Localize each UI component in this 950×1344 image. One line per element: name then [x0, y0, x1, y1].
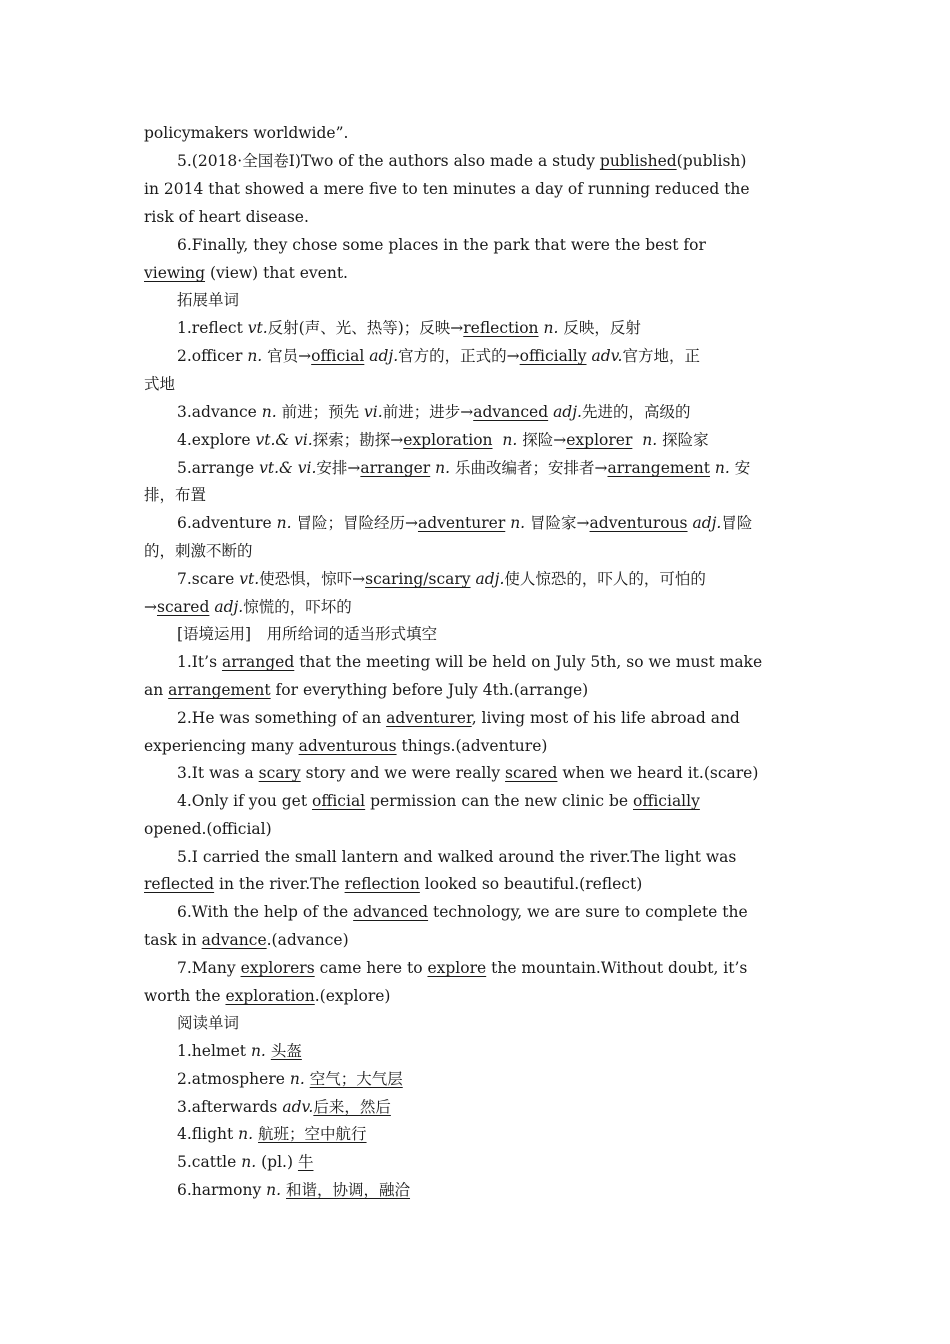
sentence-text: Many [191, 959, 241, 977]
meaning: 安排→ [316, 459, 361, 477]
example-text: Finally, they chose some places in the park that were the best for [191, 236, 706, 254]
item-number: 5. [177, 1153, 192, 1171]
reading-item-1 [177, 1037, 857, 1065]
context-q3-line-1 [177, 759, 857, 787]
reading-item-6 [177, 1176, 857, 1204]
part-of-speech: vt.& vi. [259, 459, 317, 477]
headword: explore [191, 431, 251, 449]
item-number: 2. [177, 1070, 192, 1088]
meaning: 官方的，正式的→ [398, 347, 520, 365]
derived-word: explorer [566, 431, 633, 449]
derived-word: adventurer [417, 514, 506, 532]
example-number: 5. [177, 152, 192, 170]
derived-word: arrangement [607, 459, 710, 477]
meaning: 使人惊恐的，吓人的，可怕的 [504, 570, 706, 588]
answer-blank: advanced [353, 903, 429, 921]
context-q6-line-1 [177, 898, 857, 926]
answer-blank: explore [427, 959, 487, 977]
answer-blank: advance [201, 931, 267, 949]
item-number: 6. [177, 1181, 192, 1199]
answer-blank: viewing [144, 264, 206, 282]
meaning: 安 [734, 459, 751, 477]
part-of-speech: n. [714, 459, 730, 477]
meaning: 反射(声、光、热等)；反映→ [267, 319, 464, 337]
expand-item-6 [177, 509, 857, 537]
sentence-text: opened.(official) [144, 820, 272, 838]
part-of-speech: adj. [692, 514, 722, 532]
plural-note: (pl.) [261, 1153, 294, 1171]
part-of-speech: n. [250, 1042, 266, 1060]
headword: helmet [191, 1042, 247, 1060]
part-of-speech: vi. [364, 403, 383, 421]
headword: afterwards [191, 1098, 278, 1116]
sentence-text: He was something of an [191, 709, 387, 727]
meaning: 探险→ [522, 431, 567, 449]
sentence-text: .(advance) [266, 931, 349, 949]
expand-heading [177, 286, 857, 314]
sentence-text: task in [144, 931, 202, 949]
derived-word: exploration [403, 431, 493, 449]
item-number: 4. [177, 792, 192, 810]
example-hint: (publish) [676, 152, 747, 170]
meaning-answer: 空气；大气层 [309, 1070, 403, 1088]
expand-item-7-cont [144, 593, 824, 621]
part-of-speech: n. [241, 1153, 257, 1171]
answer-blank: exploration [225, 987, 315, 1005]
sentence-text: experiencing many [144, 737, 299, 755]
meaning: 反映，反射 [563, 319, 641, 337]
derived-word: official [311, 347, 365, 365]
meaning: 先进的，高级的 [581, 403, 691, 421]
sentence-text: things.(adventure) [396, 737, 548, 755]
example-text: in 2014 that showed a mere five to ten minutes a day of running reduced the [144, 180, 750, 198]
derived-word: reflection [463, 319, 539, 337]
headword: advance [191, 403, 257, 421]
meaning: 惊慌的，吓坏的 [243, 598, 352, 616]
part-of-speech: adj. [475, 570, 505, 588]
item-number: 1. [177, 319, 192, 337]
part-of-speech: n. [247, 347, 263, 365]
item-number: 5. [177, 848, 192, 866]
derived-word: officially [519, 347, 587, 365]
derived-word: scared [157, 598, 210, 616]
context-q1-line-2 [144, 676, 824, 704]
expand-item-3 [177, 398, 857, 426]
example-5-line-3 [144, 203, 824, 231]
meaning: 冒险家→ [530, 514, 590, 532]
context-q7-line-2 [144, 982, 824, 1010]
item-number: 5. [177, 459, 192, 477]
meaning: 乐曲改编者；安排者→ [455, 459, 608, 477]
sentence-text: I carried the small lantern and walked around the river.The light was [191, 848, 737, 866]
sentence-text: in the river.The [214, 875, 345, 893]
sentence-text: Only if you get [191, 792, 312, 810]
meaning: 冒险；冒险经历→ [296, 514, 418, 532]
meaning: 前进；预先 [281, 403, 360, 421]
example-text: risk of heart disease. [144, 208, 309, 226]
answer-blank: arrangement [168, 681, 271, 699]
answer-blank: scary [258, 764, 301, 782]
sentence-text: for everything before July 4th.(arrange) [270, 681, 589, 699]
answer-blank: reflected [144, 875, 215, 893]
part-of-speech: n. [266, 1181, 282, 1199]
derived-word: scaring/scary [365, 570, 471, 588]
context-q7-line-1 [177, 954, 857, 982]
answer-blank: official [312, 792, 366, 810]
item-number: 1. [177, 653, 192, 671]
answer-blank: adventurer [386, 709, 472, 727]
item-number: 7. [177, 570, 192, 588]
derived-word: arranger [360, 459, 431, 477]
context-q4-line-1 [177, 787, 857, 815]
part-of-speech: adj. [369, 347, 399, 365]
answer-blank: officially [633, 792, 700, 810]
part-of-speech: n. [276, 514, 292, 532]
section-heading: 阅读单词 [177, 1014, 240, 1032]
example-text: (view) that event. [205, 264, 348, 282]
answer-blank: arranged [221, 653, 295, 671]
intro-line [144, 119, 824, 147]
example-6-line-1 [177, 231, 857, 259]
sentence-text: the mountain.Without doubt, it’s [486, 959, 748, 977]
item-number: 7. [177, 959, 192, 977]
sentence-text: permission can the new clinic be [365, 792, 633, 810]
item-number: 4. [177, 431, 192, 449]
sentence-text: came here to [314, 959, 428, 977]
answer-blank: explorers [240, 959, 315, 977]
part-of-speech: n. [261, 403, 277, 421]
part-of-speech: adj. [553, 403, 582, 421]
meaning: 冒险 [721, 514, 753, 532]
meaning: 的，刺激不断的 [144, 542, 253, 560]
item-number: 1. [177, 1042, 192, 1060]
arrow: → [144, 598, 157, 616]
reading-item-5 [177, 1148, 857, 1176]
sentence-text: With the help of the [191, 903, 354, 921]
example-5-line-1 [177, 147, 857, 175]
example-number: 6. [177, 236, 192, 254]
meaning: 使恐惧，惊吓→ [259, 570, 366, 588]
meaning: 前进；进步→ [382, 403, 474, 421]
item-number: 3. [177, 1098, 192, 1116]
derived-word: adventurous [589, 514, 688, 532]
answer-blank: reflection [344, 875, 420, 893]
reading-item-2 [177, 1065, 857, 1093]
item-number: 2. [177, 347, 192, 365]
meaning: 探索；勘探→ [312, 431, 404, 449]
headword: atmosphere [191, 1070, 285, 1088]
sentence-text: an [144, 681, 169, 699]
answer-blank: published [599, 152, 677, 170]
example-text: Two of the authors also made a study [300, 152, 600, 170]
meaning-answer: 牛 [297, 1153, 314, 1171]
sentence-text: It was a [191, 764, 259, 782]
meaning: 式地 [144, 375, 176, 393]
meaning-answer: 航班；空中航行 [258, 1125, 367, 1143]
part-of-speech: n. [510, 514, 526, 532]
meaning-answer: 头盔 [270, 1042, 302, 1060]
part-of-speech: vt. [247, 319, 268, 337]
intro-text: policymakers worldwide”. [144, 124, 349, 142]
item-number: 3. [177, 403, 192, 421]
meaning: 探险家 [662, 431, 709, 449]
expand-item-2 [177, 342, 857, 370]
part-of-speech: adj. [214, 598, 244, 616]
context-q4-line-2 [144, 815, 824, 843]
sentence-text: worth the [144, 987, 226, 1005]
expand-item-2-cont [144, 370, 824, 398]
headword: officer [191, 347, 243, 365]
answer-blank: scared [505, 764, 558, 782]
part-of-speech: vt.& vi. [255, 431, 313, 449]
headword: reflect [191, 319, 243, 337]
sentence-text: It’s [191, 653, 222, 671]
part-of-speech: adv. [591, 347, 623, 365]
expand-item-5 [177, 454, 857, 482]
expand-item-7 [177, 565, 857, 593]
part-of-speech: n. [502, 431, 518, 449]
headword: flight [191, 1125, 234, 1143]
sentence-text: when we heard it.(scare) [557, 764, 759, 782]
context-q6-line-2 [144, 926, 824, 954]
sentence-text: that the meeting will be held on July 5th, so we must make [294, 653, 763, 671]
example-6-line-2 [144, 259, 824, 287]
headword: adventure [191, 514, 272, 532]
context-heading [177, 620, 857, 648]
context-q5-line-1 [177, 843, 857, 871]
part-of-speech: adv. [282, 1098, 314, 1116]
item-number: 4. [177, 1125, 192, 1143]
headword: scare [191, 570, 235, 588]
meaning-answer: 和谐，协调，融洽 [286, 1181, 411, 1199]
meaning: 排，布置 [144, 486, 207, 504]
expand-item-4 [177, 426, 857, 454]
section-heading: [语境运用] 用所给词的适当形式填空 [177, 625, 438, 643]
expand-item-1 [177, 314, 857, 342]
headword: arrange [191, 459, 255, 477]
reading-item-3 [177, 1093, 857, 1121]
meaning: 官员→ [267, 347, 312, 365]
sentence-text: .(explore) [314, 987, 391, 1005]
context-q2-line-2 [144, 732, 824, 760]
item-number: 2. [177, 709, 192, 727]
part-of-speech: vt. [239, 570, 260, 588]
expand-item-6-cont [144, 537, 824, 565]
part-of-speech: n. [543, 319, 559, 337]
meaning: 官方地，正 [622, 347, 700, 365]
example-source: (2018·全国卷Ⅰ) [191, 152, 301, 170]
derived-word: advanced [473, 403, 549, 421]
sentence-text: technology, we are sure to complete the [428, 903, 748, 921]
reading-heading [177, 1009, 857, 1037]
reading-item-4 [177, 1120, 857, 1148]
headword: harmony [191, 1181, 262, 1199]
item-number: 3. [177, 764, 192, 782]
headword: cattle [191, 1153, 237, 1171]
sentence-text: looked so beautiful.(reflect) [419, 875, 643, 893]
expand-item-5-cont [144, 481, 824, 509]
sentence-text: story and we were really [300, 764, 506, 782]
part-of-speech: n. [238, 1125, 254, 1143]
context-q1-line-1 [177, 648, 857, 676]
sentence-text: , living most of his life abroad and [471, 709, 740, 727]
context-q5-line-2 [144, 870, 824, 898]
item-number: 6. [177, 514, 192, 532]
example-5-line-2 [144, 175, 824, 203]
meaning-answer: 后来，然后 [313, 1098, 391, 1116]
section-heading: 拓展单词 [177, 291, 240, 309]
part-of-speech: n. [289, 1070, 305, 1088]
context-q2-line-1 [177, 704, 857, 732]
item-number: 6. [177, 903, 192, 921]
part-of-speech: n. [435, 459, 451, 477]
answer-blank: adventurous [298, 737, 397, 755]
part-of-speech: n. [642, 431, 658, 449]
